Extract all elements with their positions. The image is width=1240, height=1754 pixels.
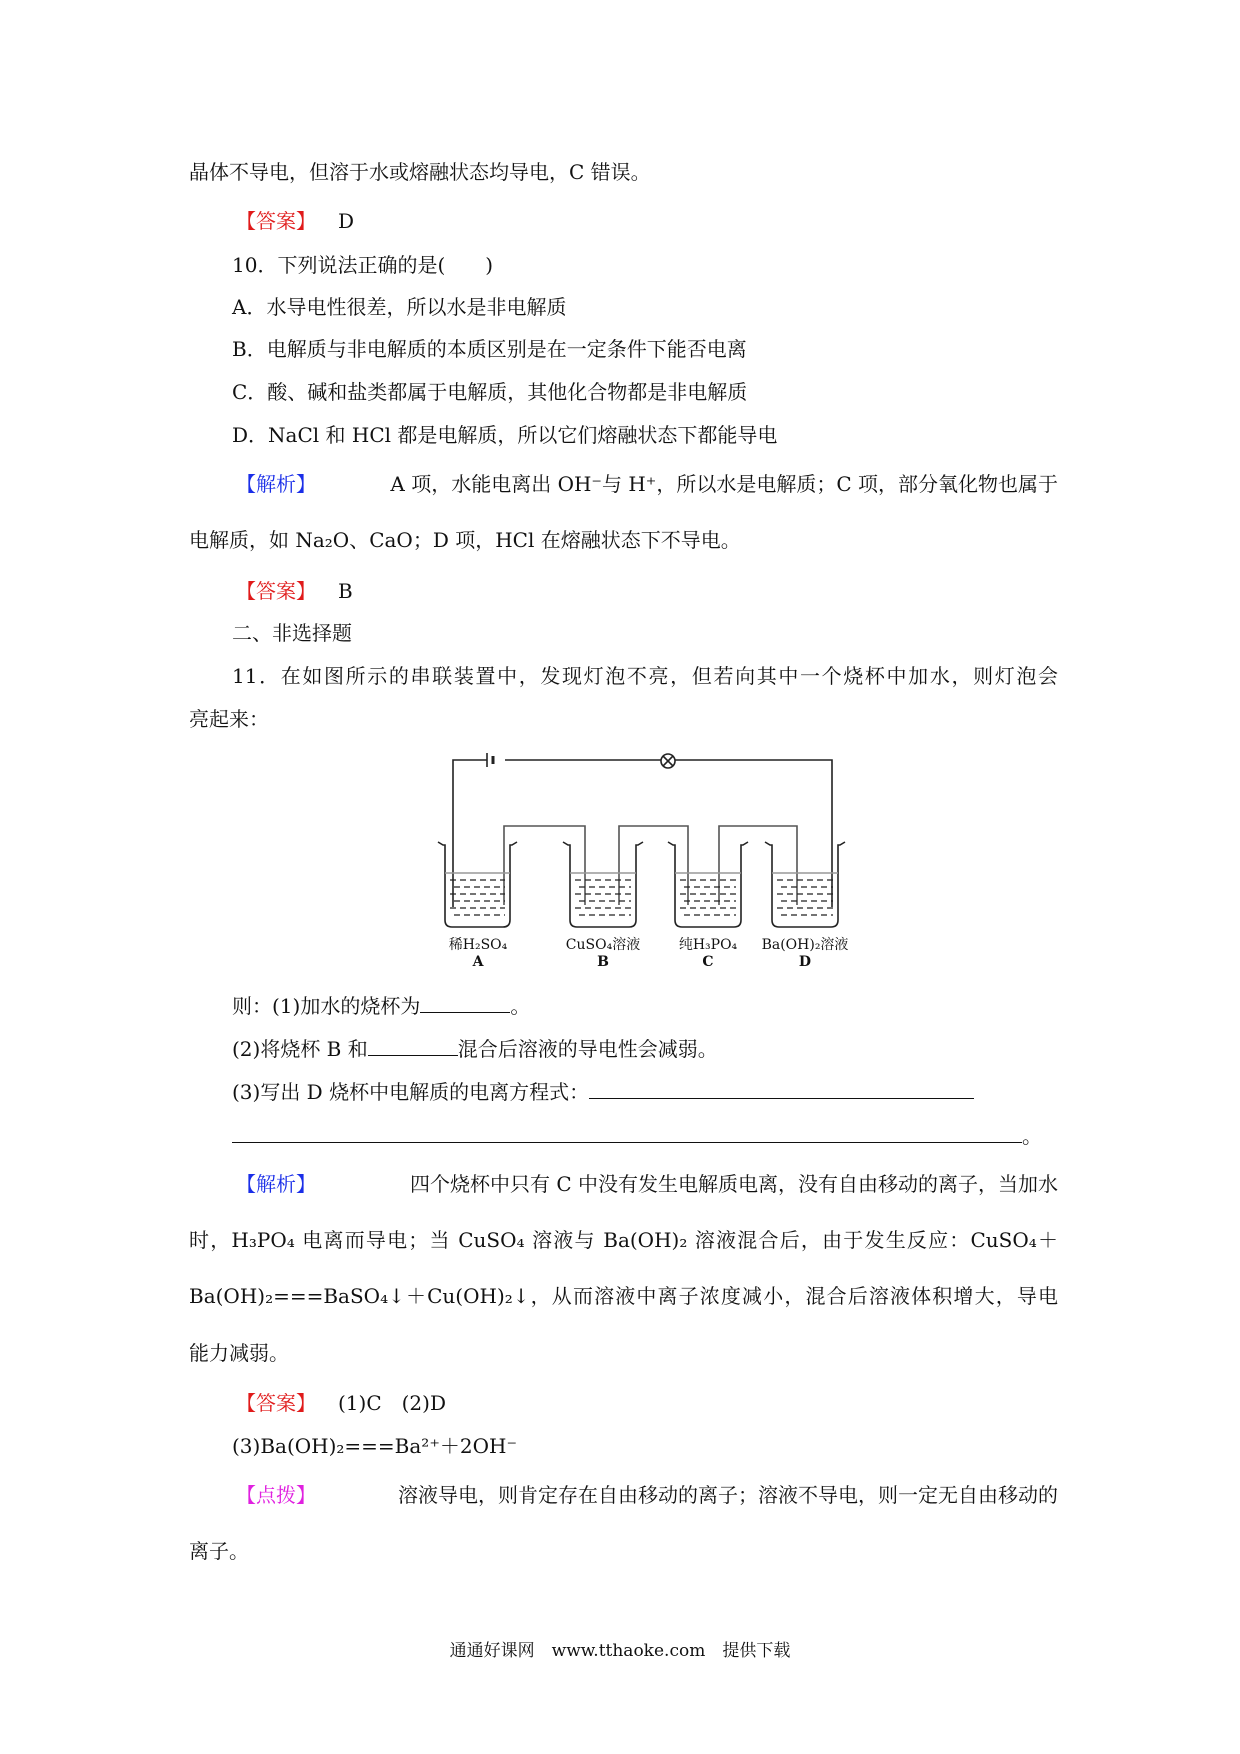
q11-tip-line2: 离子。 [189, 1539, 249, 1563]
beaker-d [765, 842, 845, 927]
q10-option-d: D．NaCl 和 HCl 都是电解质，所以它们熔融状态下都能导电 [232, 423, 778, 447]
beaker-label-b: CuSO₄溶液 [565, 937, 641, 953]
sub3-end: 。 [1022, 1124, 1042, 1148]
answer-value: D [338, 209, 355, 233]
beaker-b [563, 842, 643, 927]
answer-blank-2[interactable] [368, 1037, 458, 1056]
previous-explanation-end: 晶体不导电，但溶于水或熔融状态均导电，C 错误。 [189, 160, 651, 184]
q11-sub3 [232, 1080, 974, 1104]
sub3-text: (3)写出 D 烧杯中电解质的电离方程式： [232, 1080, 590, 1104]
answer-tag: 【答案】 [236, 579, 316, 603]
q11-sub1 [232, 994, 530, 1018]
sub1-end: 。 [510, 994, 531, 1018]
tip-tag: 【点拨】 [236, 1483, 316, 1507]
q11-stem-line2: 亮起来： [189, 707, 269, 731]
beaker-label-d: Ba(OH)₂溶液 [761, 937, 849, 953]
beaker-letter-d: D [798, 954, 812, 970]
sub1-text: 则：(1)加水的烧杯为 [232, 994, 421, 1018]
answer-value: B [338, 579, 353, 603]
q10-option-c: C．酸、碱和盐类都属于电解质，其他化合物都是非电解质 [232, 380, 748, 404]
q11-sub3-line2 [232, 1124, 1042, 1148]
lamp-icon [661, 754, 675, 768]
q10-option-a: A．水导电性很差，所以水是非电解质 [232, 295, 567, 319]
answer-blank-3[interactable] [589, 1080, 974, 1099]
beaker-a [438, 842, 517, 927]
beaker-label-c: 纯H₃PO₄ [678, 937, 738, 953]
explanation-tag: 【解析】 [236, 1172, 316, 1196]
beaker-letter-a: A [472, 954, 484, 970]
sub2-text: (2)将烧杯 B 和 [232, 1037, 368, 1061]
q11-explanation-line4: 能力减弱。 [189, 1341, 289, 1365]
q11-stem-line1: 11．在如图所示的串联装置中，发现灯泡不亮，但若向其中一个烧杯中加水，则灯泡会 [232, 664, 1058, 688]
page-footer: 通通好课网 www.tthaoke.com 提供下载 [449, 1641, 791, 1661]
q11-answer [236, 1391, 446, 1415]
q11-tip-line1 [236, 1483, 1058, 1507]
explanation-tag: 【解析】 [236, 472, 316, 496]
q11-explanation-line1 [236, 1172, 1058, 1196]
sub2-end: 混合后溶液的导电性会减弱。 [457, 1037, 718, 1061]
beaker-letter-c: C [702, 954, 714, 970]
answer-blank-3b[interactable] [232, 1124, 1022, 1143]
answer-value: (1)C (2)D [338, 1391, 446, 1415]
q11-sub2 [232, 1037, 718, 1061]
q11-explanation-line2: 时，H₃PO₄ 电离而导电；当 CuSO₄ 溶液与 Ba(OH)₂ 溶液混合后，由于发生反应：CuSO₄＋ [189, 1228, 1058, 1252]
q11-explanation-line3: Ba(OH)₂===BaSO₄↓＋Cu(OH)₂↓，从而溶液中离子浓度减小，混合后溶液体积增大，导电 [189, 1284, 1058, 1308]
q10-explanation-line2: 电解质，如 Na₂O、CaO；D 项，HCl 在熔融状态下不导电。 [189, 528, 741, 552]
q10-stem: 10．下列说法正确的是( ) [232, 253, 494, 277]
q11-answer-line2: (3)Ba(OH)₂===Ba²⁺＋2OH⁻ [232, 1434, 517, 1458]
tip-text: 溶液导电，则肯定存在自由移动的离子；溶液不导电，则一定无自由移动的 [398, 1483, 1058, 1507]
q10-option-b: B．电解质与非电解质的本质区别是在一定条件下能否电离 [232, 337, 747, 361]
connecting-wires [504, 826, 797, 905]
explanation-text: A 项，水能电离出 OH⁻与 H⁺，所以水是电解质；C 项，部分氧化物也属于 [390, 472, 1058, 496]
beaker-c [668, 842, 748, 927]
answer-tag: 【答案】 [236, 1391, 316, 1415]
answer-blank-1[interactable] [420, 994, 510, 1013]
section-title: 二、非选择题 [232, 621, 352, 645]
beaker-label-a: 稀H₂SO₄ [448, 937, 508, 953]
beaker-letter-b: B [597, 954, 609, 970]
explanation-text: 四个烧杯中只有 C 中没有发生电解质电离，没有自由移动的离子，当加水 [409, 1172, 1058, 1196]
answer-tag: 【答案】 [236, 209, 316, 233]
beakers [438, 842, 845, 927]
